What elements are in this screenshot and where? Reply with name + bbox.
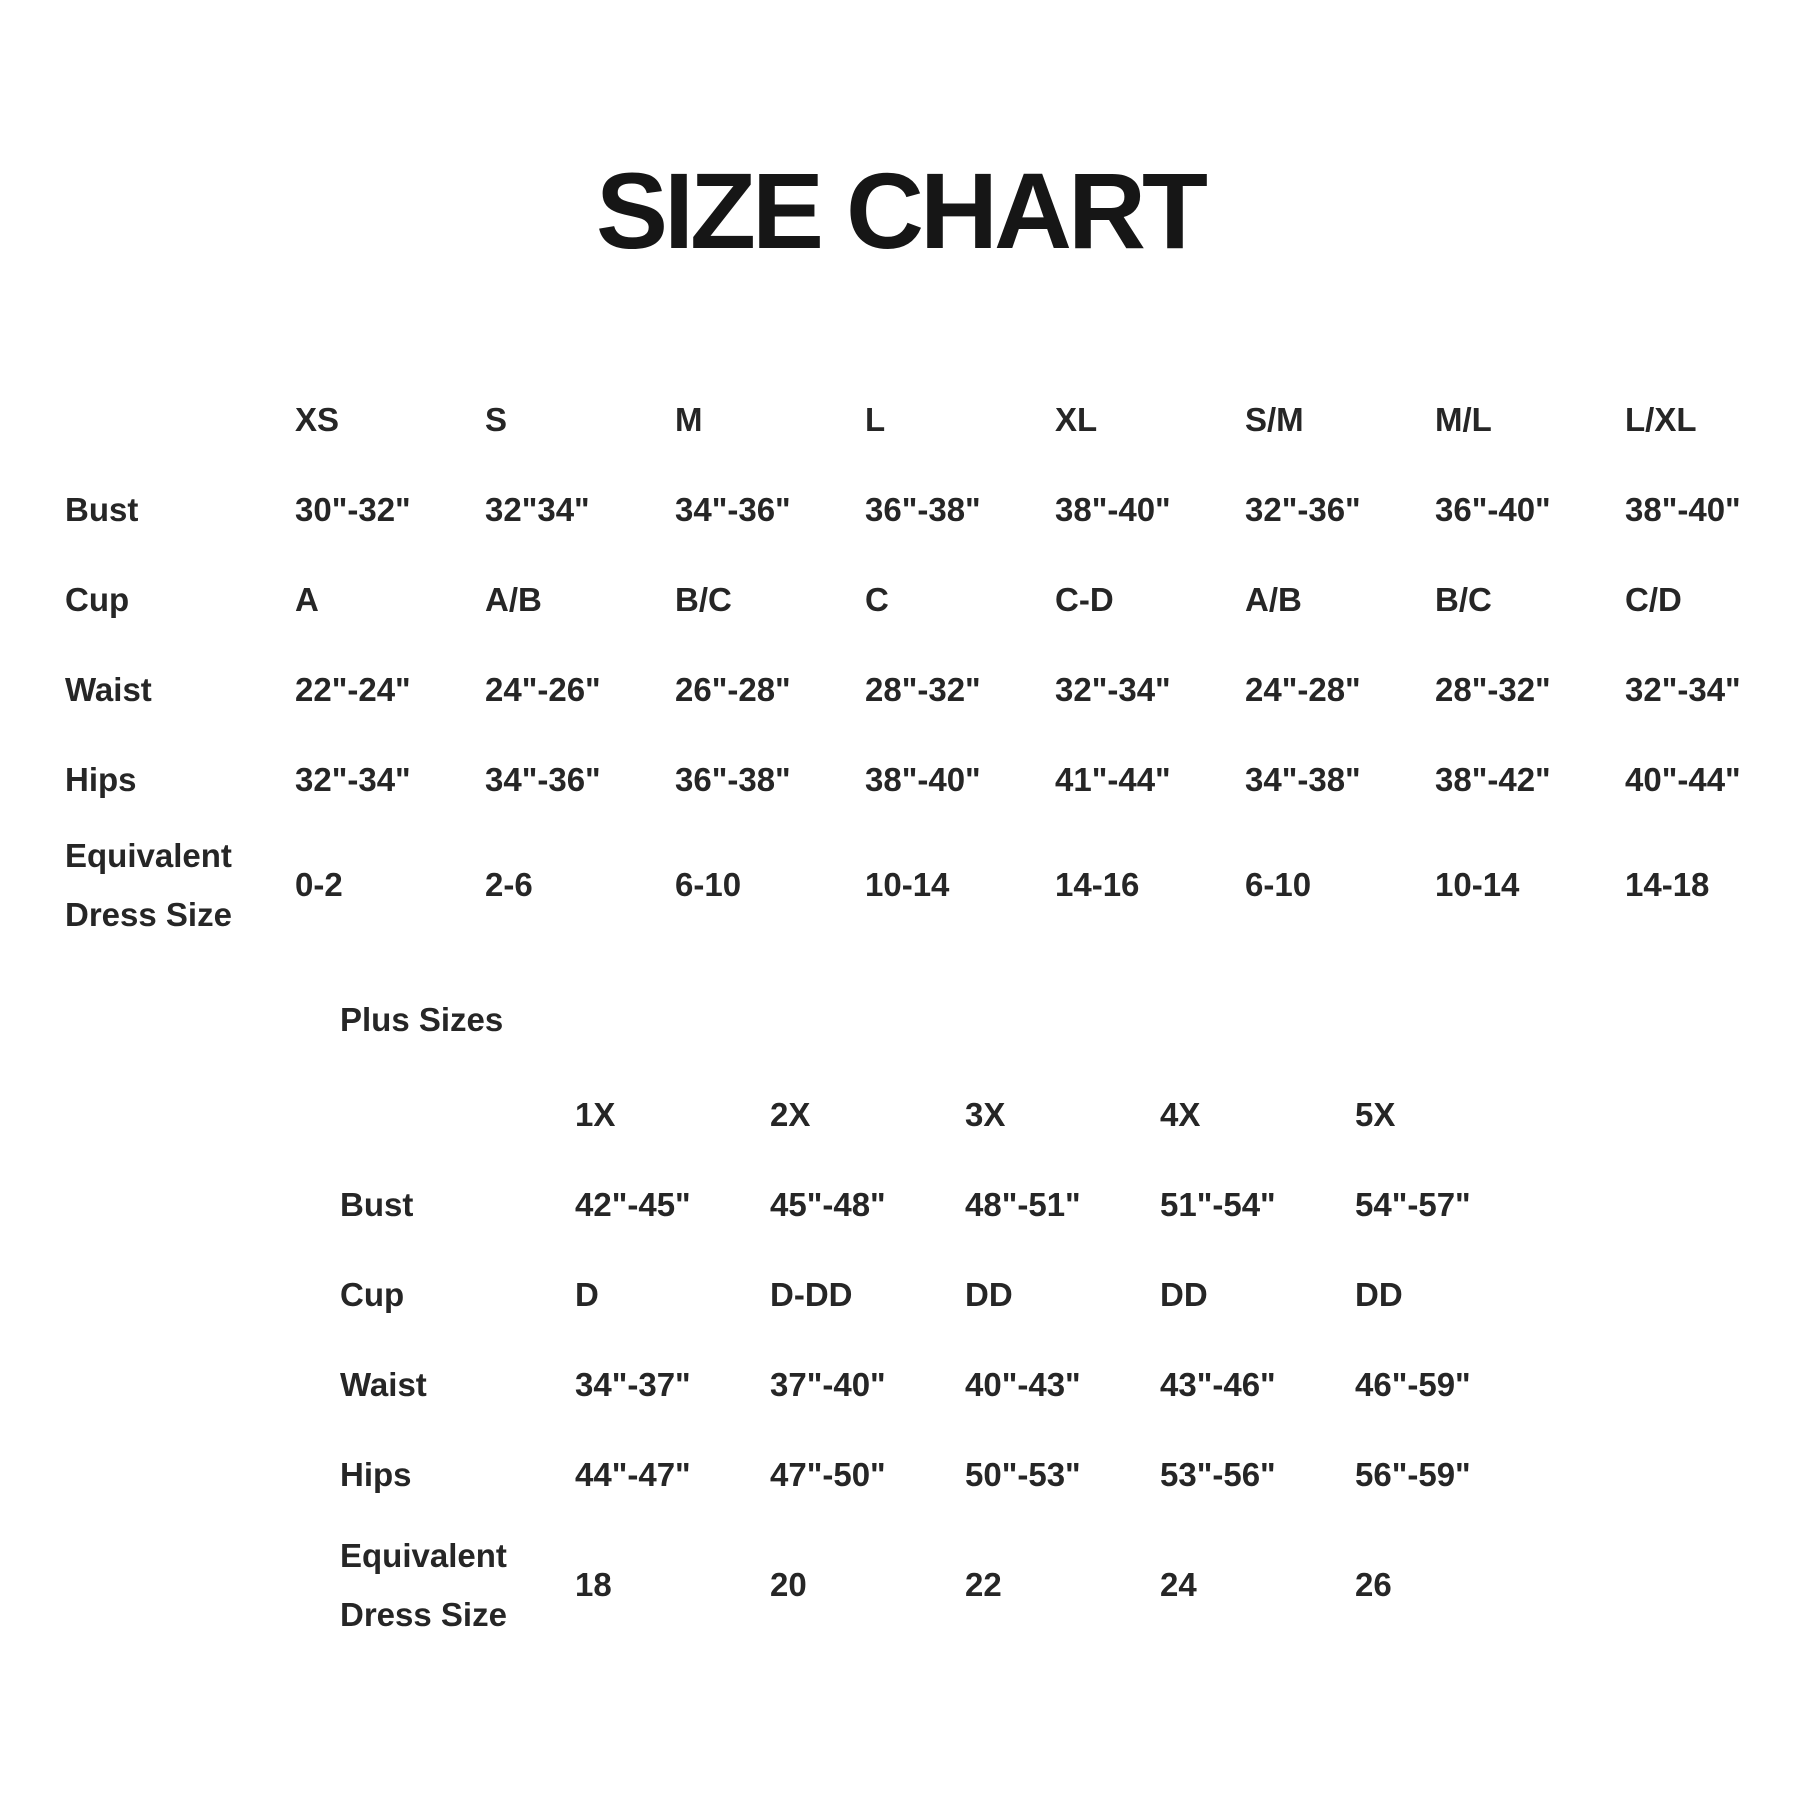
value-cell: 32"-36" <box>1245 491 1361 528</box>
value-cell: 14-16 <box>1055 866 1140 903</box>
row-label-cup: Cup <box>340 1276 405 1314</box>
column-header-lxl: L/XL <box>1625 401 1697 438</box>
value-cell: B/C <box>1435 581 1492 618</box>
value-cell: 38"-40" <box>1055 491 1171 528</box>
value-cell: 32"-34" <box>1055 671 1171 708</box>
row-label-waist: Waist <box>340 1366 427 1404</box>
value-cell: 34"-37" <box>575 1366 691 1403</box>
value-cell: 38"-42" <box>1435 761 1551 798</box>
value-cell: 20 <box>770 1566 807 1603</box>
value-cell: A/B <box>1245 581 1302 618</box>
value-cell: 53"-56" <box>1160 1456 1276 1493</box>
value-cell: 34"-38" <box>1245 761 1361 798</box>
value-cell: 37"-40" <box>770 1366 886 1403</box>
value-cell: A <box>295 581 319 618</box>
value-cell: C-D <box>1055 581 1114 618</box>
value-cell: 51"-54" <box>1160 1186 1276 1223</box>
plus-size-table <box>340 1070 1550 1650</box>
row-label-bust: Bust <box>340 1186 414 1224</box>
value-cell: 41"-44" <box>1055 761 1171 798</box>
row-label-cup: Cup <box>65 581 130 619</box>
row-label-waist: Waist <box>65 671 152 709</box>
column-header-s: S <box>485 401 508 438</box>
value-cell: C <box>865 581 889 618</box>
value-cell: 28"-32" <box>865 671 981 708</box>
value-cell: 45"-48" <box>770 1186 886 1223</box>
value-cell: 47"-50" <box>770 1456 886 1493</box>
value-cell: C/D <box>1625 581 1682 618</box>
value-cell: 26 <box>1355 1566 1392 1603</box>
value-cell: 18 <box>575 1566 612 1603</box>
value-cell: 42"-45" <box>575 1186 691 1223</box>
row-label-hips: Hips <box>65 761 137 799</box>
value-cell: 44"-47" <box>575 1456 691 1493</box>
column-header-4x: 4X <box>1160 1096 1201 1133</box>
value-cell: 48"-51" <box>965 1186 1081 1223</box>
value-cell: 38"-40" <box>865 761 981 798</box>
corner-cell <box>65 375 295 465</box>
value-cell: 28"-32" <box>1435 671 1551 708</box>
column-header-m: M <box>675 401 703 438</box>
column-header-xl: XL <box>1055 401 1098 438</box>
value-cell: 26"-28" <box>675 671 791 708</box>
value-cell: D <box>575 1276 599 1313</box>
column-header-3x: 3X <box>965 1096 1006 1133</box>
value-cell: 2-6 <box>485 866 533 903</box>
value-cell: DD <box>965 1276 1013 1313</box>
value-cell: 36"-38" <box>865 491 981 528</box>
plus-sizes-heading: Plus Sizes <box>340 1001 504 1038</box>
column-header-1x: 1X <box>575 1096 616 1133</box>
value-cell: 22 <box>965 1566 1002 1603</box>
value-cell: 10-14 <box>1435 866 1520 903</box>
column-header-2x: 2X <box>770 1096 811 1133</box>
value-cell: 10-14 <box>865 866 950 903</box>
corner-cell <box>340 1070 575 1160</box>
value-cell: 43"-46" <box>1160 1366 1276 1403</box>
value-cell: 50"-53" <box>965 1456 1081 1493</box>
value-cell: A/B <box>485 581 542 618</box>
value-cell: B/C <box>675 581 732 618</box>
value-cell: 32"34" <box>485 491 590 528</box>
value-cell: 38"-40" <box>1625 491 1741 528</box>
value-cell: 24"-28" <box>1245 671 1361 708</box>
column-header-5x: 5X <box>1355 1096 1396 1133</box>
value-cell: D-DD <box>770 1276 853 1313</box>
value-cell: 36"-38" <box>675 761 791 798</box>
value-cell: DD <box>1355 1276 1403 1313</box>
row-label-equivalent-dress-size: Equivalent Dress Size <box>340 1536 507 1633</box>
row-label-hips: Hips <box>340 1456 412 1494</box>
value-cell: 56"-59" <box>1355 1456 1471 1493</box>
value-cell: 14-18 <box>1625 866 1710 903</box>
value-cell: 6-10 <box>1245 866 1312 903</box>
column-header-xs: XS <box>295 401 340 438</box>
value-cell: 6-10 <box>675 866 742 903</box>
value-cell: 24 <box>1160 1566 1197 1603</box>
standard-size-table <box>65 375 1800 945</box>
value-cell: 32"-34" <box>1625 671 1741 708</box>
column-header-l: L <box>865 401 886 438</box>
value-cell: DD <box>1160 1276 1208 1313</box>
row-label-equivalent-dress-size: Equivalent Dress Size <box>65 836 232 933</box>
value-cell: 36"-40" <box>1435 491 1551 528</box>
value-cell: 34"-36" <box>675 491 791 528</box>
value-cell: 24"-26" <box>485 671 601 708</box>
column-header-sm: S/M <box>1245 401 1304 438</box>
value-cell: 46"-59" <box>1355 1366 1471 1403</box>
column-header-ml: M/L <box>1435 401 1492 438</box>
value-cell: 40"-43" <box>965 1366 1081 1403</box>
value-cell: 32"-34" <box>295 761 411 798</box>
value-cell: 54"-57" <box>1355 1186 1471 1223</box>
value-cell: 0-2 <box>295 866 343 903</box>
page-title: SIZE CHART <box>596 150 1204 271</box>
value-cell: 30"-32" <box>295 491 411 528</box>
value-cell: 34"-36" <box>485 761 601 798</box>
row-label-bust: Bust <box>65 491 139 529</box>
value-cell: 22"-24" <box>295 671 411 708</box>
value-cell: 40"-44" <box>1625 761 1741 798</box>
